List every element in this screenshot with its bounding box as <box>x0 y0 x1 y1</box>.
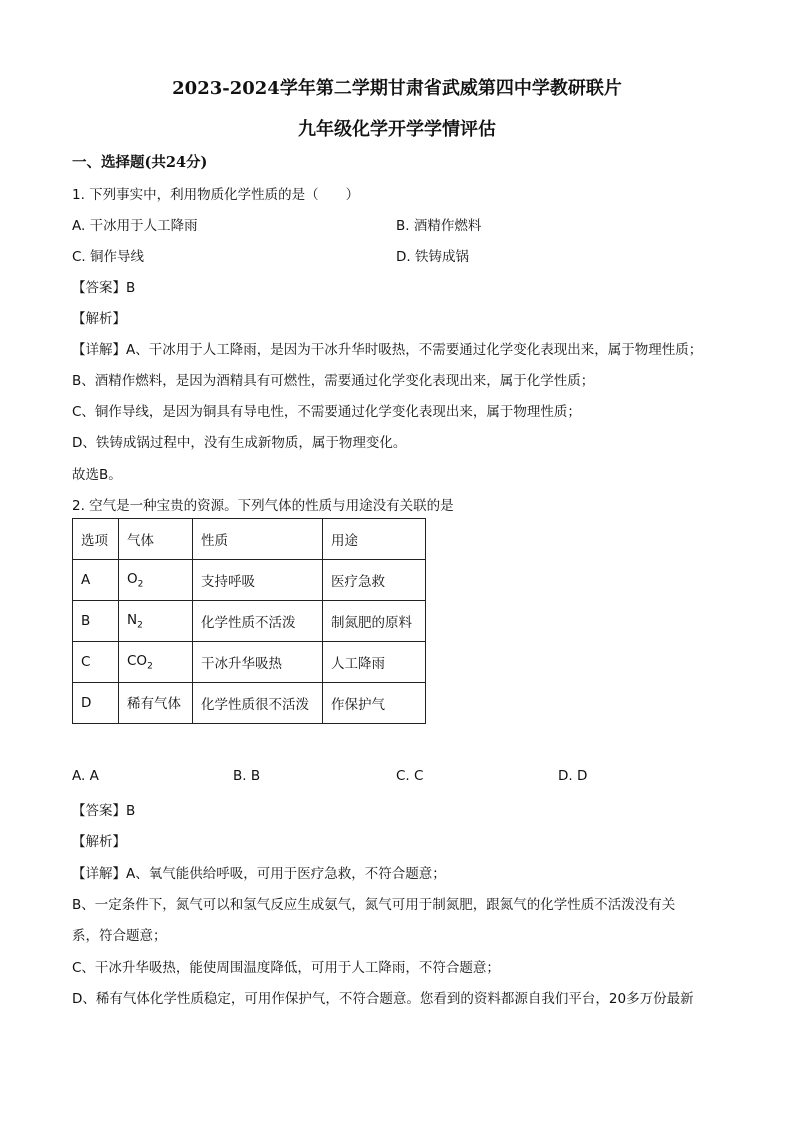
q1-detail-line: 故选B。 <box>72 467 122 483</box>
table-cell-use: 人工降雨 <box>323 642 426 683</box>
q2-table <box>72 518 426 724</box>
table-cell-use: 作保护气 <box>323 683 426 724</box>
table-header-cell: 性质 <box>193 519 323 560</box>
table-cell-gas <box>119 601 193 642</box>
table-cell-property: 干冰升华吸热 <box>193 642 323 683</box>
q1-detail-line: D、铁铸成锅过程中，没有生成新物质，属于物理变化。 <box>72 435 407 451</box>
q1-option-b: B. 酒精作燃料 <box>396 218 482 234</box>
table-cell-option: C <box>73 642 119 683</box>
section-heading: 一、选择题(共24分) <box>72 154 208 171</box>
q2-detail-line: 系，符合题意； <box>72 928 167 944</box>
q2-detail-line: 【详解】A、氧气能供给呼吸，可用于医疗急救，不符合题意； <box>72 866 446 882</box>
table-cell-property: 支持呼吸 <box>193 560 323 601</box>
q2-detail-line: C、干冰升华吸热，能使周围温度降低，可用于人工降雨，不符合题意； <box>72 960 500 976</box>
gas-formula: O <box>127 570 138 587</box>
q2-stem: 2. 空气是一种宝贵的资源。下列气体的性质与用途没有关联的是 <box>72 498 454 514</box>
table-cell-use: 医疗急救 <box>323 560 426 601</box>
table-cell-gas <box>119 683 193 724</box>
q2-answer: 【答案】B <box>72 803 136 819</box>
table-cell-option: B <box>73 601 119 642</box>
q1-option-c: C. 铜作导线 <box>72 249 145 265</box>
q2-detail-line: B、一定条件下，氮气可以和氢气反应生成氨气，氮气可用于制氮肥，跟氮气的化学性质不活泼没有关 <box>72 897 676 913</box>
q2-option-d: D. D <box>558 768 588 784</box>
table-cell-gas <box>119 560 193 601</box>
page-subtitle: 九年级化学开学学情评估 <box>298 119 496 140</box>
table-row <box>73 642 426 683</box>
q1-answer: 【答案】B <box>72 280 136 296</box>
q2-option-a: A. A <box>72 768 99 784</box>
q2-analysis-label: 【解析】 <box>72 834 126 850</box>
gas-subscript: 2 <box>137 620 143 631</box>
table-row <box>73 560 426 601</box>
q1-analysis-label: 【解析】 <box>72 311 126 327</box>
table-cell-use: 制氮肥的原料 <box>323 601 426 642</box>
gas-formula: N <box>127 611 138 628</box>
page-title: 2023-2024学年第二学期甘肃省武威第四中学教研联片 <box>172 78 622 99</box>
q2-detail-line: D、稀有气体化学性质稳定，可用作保护气，不符合题意。您看到的资料都源自我们平台，20多万份最新 <box>72 991 694 1007</box>
gas-formula: CO <box>127 652 148 669</box>
table-row <box>73 683 426 724</box>
table-row <box>73 601 426 642</box>
table-cell-option: D <box>73 683 119 724</box>
q1-stem: 1. 下列事实中，利用物质化学性质的是（ ） <box>72 187 360 203</box>
q1-option-a: A. 干冰用于人工降雨 <box>72 218 198 234</box>
q1-detail-line: C、铜作导线，是因为铜具有导电性，不需要通过化学变化表现出来，属于物理性质； <box>72 404 581 420</box>
table-cell-property: 化学性质很不活泼 <box>193 683 323 724</box>
gas-subscript: 2 <box>137 579 144 590</box>
q2-option-c: C. C <box>396 768 424 784</box>
gas-formula: 稀有气体 <box>127 695 181 712</box>
table-header-cell: 选项 <box>73 519 119 560</box>
table-header-cell: 用途 <box>323 519 426 560</box>
table-cell-option: A <box>73 560 119 601</box>
table-header-row <box>73 519 426 560</box>
table-cell-property: 化学性质不活泼 <box>193 601 323 642</box>
q1-option-d: D. 铁铸成锅 <box>396 249 469 265</box>
q1-detail-line: B、酒精作燃料，是因为酒精具有可燃性，需要通过化学变化表现出来，属于化学性质； <box>72 373 595 389</box>
q1-detail-line: 【详解】A、干冰用于人工降雨，是因为干冰升华时吸热，不需要通过化学变化表现出来，属于物理性质； <box>72 342 703 358</box>
table-cell-gas <box>119 642 193 683</box>
q2-option-b: B. B <box>233 768 261 784</box>
gas-subscript: 2 <box>147 661 153 672</box>
table-header-cell: 气体 <box>119 519 193 560</box>
